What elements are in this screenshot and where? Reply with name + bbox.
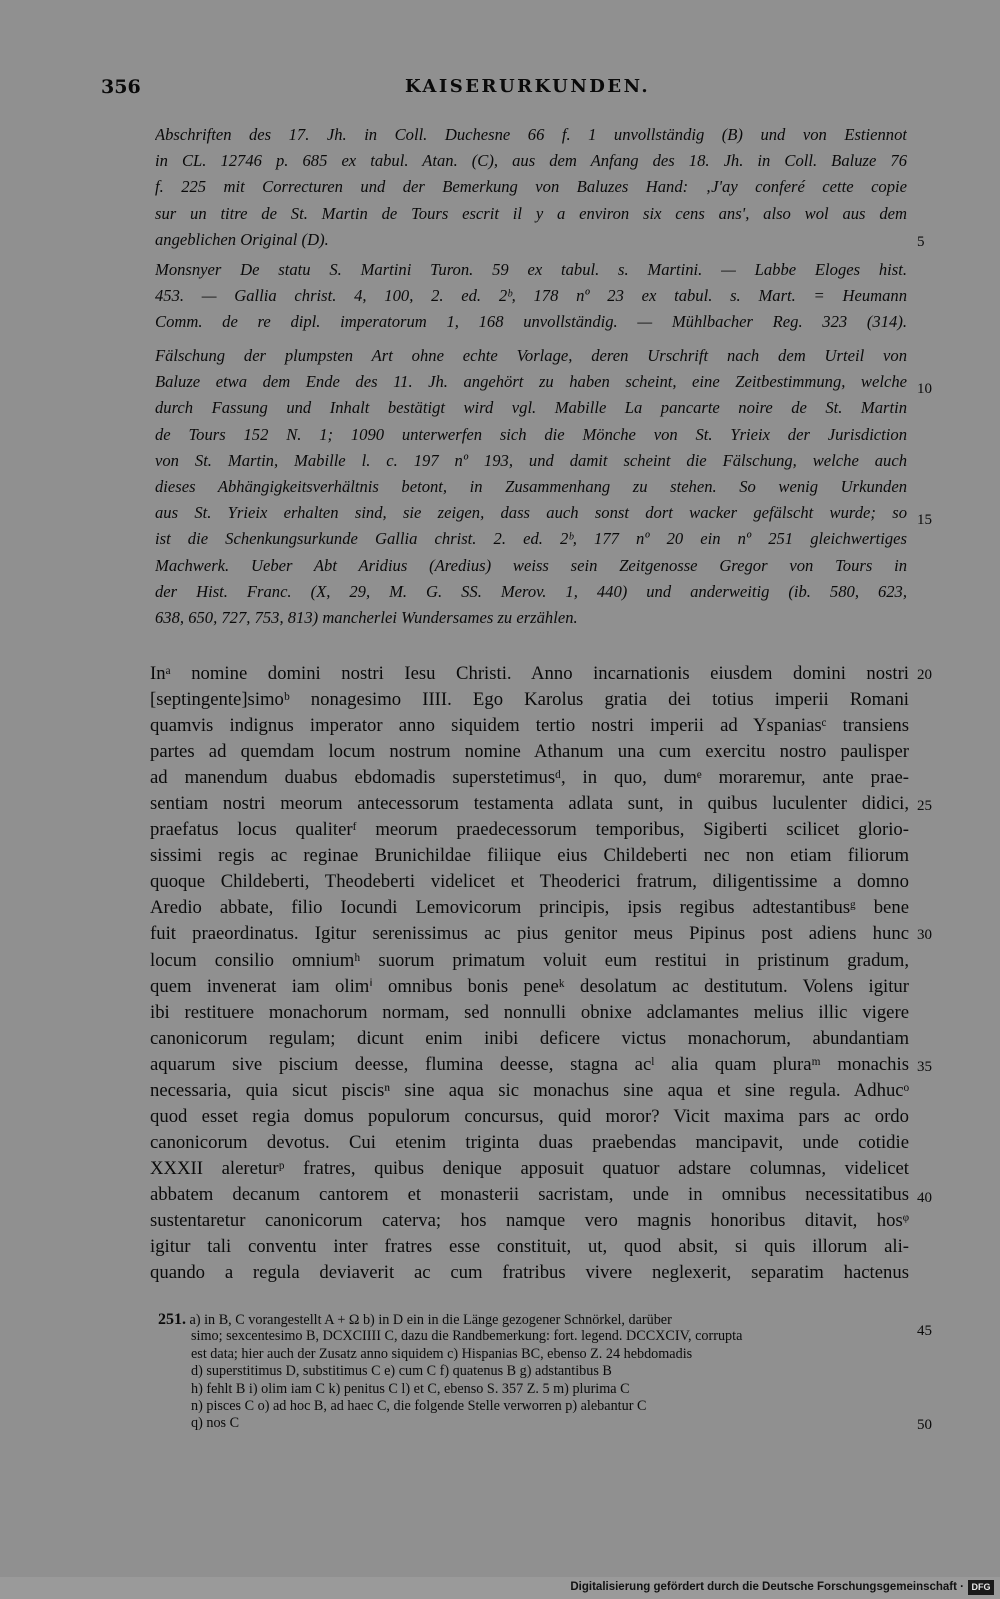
line-number: 30 xyxy=(917,927,932,943)
line-number: 35 xyxy=(917,1059,932,1075)
text-line: [septingente]simoᵇ nonagesimo IIII. Ego Karolus gratia dei totius imperii Romani xyxy=(150,689,909,711)
text-line: quando a regula deviaverit ac cum fratribus vivere neglexerit, separatim hactenus xyxy=(150,1262,909,1284)
text-line: ibi restituere monachorum normam, sed nonnulli obnixe adclamantes melius illic vigere xyxy=(150,1001,909,1023)
text-line: XXXII alereturᵖ fratres, quibus denique apposuit quatuor adstare columnas, videlicet xyxy=(150,1157,909,1179)
footnote-line xyxy=(158,1363,910,1380)
footnote-text: d) superstitimus D, substitimus C e) cum C f) quatenus B g) adstantibus B xyxy=(191,1363,612,1380)
text-line: necessaria, quia sicut piscisⁿ sine aqua sic monachus sine aqua et sine regula. Adhucᵒ xyxy=(150,1079,909,1101)
line-number: 40 xyxy=(917,1190,932,1206)
page-number: 356 xyxy=(101,76,141,98)
text-line: ad manendum duabus ebdomadis superstetimusᵈ, in quo, dumᵉ moraremur, ante prae- xyxy=(150,767,909,789)
text-line: aus St. Yrieix erhalten sind, sie zeigen, dass auch sonst dort wacker gefälscht wurde; so xyxy=(155,503,907,523)
text-line: de Tours 152 N. 1; 1090 unterwerfen sich die Mönche von St. Yrieix der Jurisdiction xyxy=(155,424,907,444)
footnote-doc-number: 251. xyxy=(158,1311,186,1328)
text-line: quoque Childeberti, Theodeberti videlicet et Theoderici fratrum, diligentissime a domno xyxy=(150,871,909,893)
text-line: Comm. de re dipl. imperatorum 1, 168 unvollständig. — Mühlbacher Reg. 323 (314). xyxy=(155,312,907,332)
text-line: Machwerk. Ueber Abt Aridius (Aredius) weiss sein Zeitgenosse Gregor von Tours in xyxy=(155,555,907,575)
line-number: 20 xyxy=(917,667,932,683)
text-line: 453. — Gallia christ. 4, 100, 2. ed. 2ᵇ, 178 nº 23 ex tabul. s. Mart. = Heumann xyxy=(155,286,907,306)
footnote-text: n) pisces C o) ad hoc B, ad haec C, die folgende Stelle verworren p) alebantur C xyxy=(191,1397,647,1414)
footnote-text: h) fehlt B i) olim iam C k) penitus C l) et C, ebenso S. 357 Z. 5 m) plurima C xyxy=(191,1380,630,1397)
text-line: Inᵃ nomine domini nostri Iesu Christi. Anno incarnationis eiusdem domini nostri xyxy=(150,663,909,684)
text-line: Aredio abbate, filio Iocundi Lemovicorum principis, ipsis regibus adtestantibusᵍ bene xyxy=(150,897,909,919)
footnote-line xyxy=(158,1328,910,1345)
running-title: KAISERURKUNDEN. xyxy=(405,76,651,97)
footnote-text: a) in B, C vorangestellt A + Ω b) in D ein in die Länge gezogener Schnörkel, darüber xyxy=(189,1312,672,1328)
text-line: sissimi regis ac reginae Brunichildae filiique eius Childeberti nec non etiam filiorum xyxy=(150,845,909,867)
intro-paragraph-editions xyxy=(155,257,907,336)
intro-paragraph-commentary xyxy=(155,343,907,631)
text-line: ist die Schenkungsurkunde Gallia christ. 2. ed. 2ᵇ, 177 nº 20 ein nº 251 gleichwertiges xyxy=(155,529,907,549)
footnote-line xyxy=(158,1346,910,1363)
text-line: f. 225 mit Correcturen und der Bemerkung von Baluzes Hand: ‚J'ay conferé cette copie xyxy=(155,177,907,197)
footnote-line xyxy=(158,1415,910,1432)
charter-text xyxy=(150,661,909,1286)
text-line: sentiam nostri meorum antecessorum testamenta adlata sunt, in quibus luculenter didici, xyxy=(150,793,909,815)
text-line: in CL. 12746 p. 685 ex tabul. Atan. (C), aus dem Anfang des 18. Jh. in Coll. Baluze 76 xyxy=(155,151,907,171)
text-line: sustentaretur canonicorum caterva; hos namque vero magnis honoribus ditavit, hosᵠ xyxy=(150,1209,909,1231)
text-line: praefatus locus qualiterᶠ meorum praedecessorum temporibus, Sigiberti scilicet glorio- xyxy=(150,819,909,841)
footnote-line xyxy=(158,1398,910,1415)
text-line: quod esset regia domus populorum concursus, quid moror? Vicit maxima pars ac ordo xyxy=(150,1105,909,1127)
footnote-line xyxy=(158,1381,910,1398)
line-number: 45 xyxy=(917,1323,932,1339)
text-line: igitur tali conventu inter fratres esse constituit, ut, quod absit, si quis illorum ali- xyxy=(150,1236,909,1258)
line-number: 50 xyxy=(917,1417,932,1433)
text-line: canonicorum devotus. Cui etenim triginta duas praebendas mancipavit, unde cotidie xyxy=(150,1131,909,1153)
text-line: der Hist. Franc. (X, 29, M. G. SS. Merov. 1, 440) und anderweitig (ib. 580, 623, xyxy=(155,581,907,601)
footer-credit: Digitalisierung gefördert durch die Deutsche Forschungsgemeinschaft · xyxy=(570,1581,964,1593)
dfg-logo-icon: DFG xyxy=(968,1580,994,1595)
footnote-text: est data; hier auch der Zusatz anno siquidem c) Hispanias BC, ebenso Z. 24 hebdomadis xyxy=(191,1345,693,1362)
text-line: von St. Martin, Mabille l. c. 197 nº 193, und damit scheint die Fälschung, welche auch xyxy=(155,450,907,470)
text-line: 638, 650, 727, 753, 813) mancherlei Wundersames zu erzählen. xyxy=(155,607,578,627)
footnotes xyxy=(158,1311,910,1433)
line-number: 15 xyxy=(917,512,932,528)
text-line: abbatem decanum cantorem et monasterii sacristam, unde in omnibus necessitatibus xyxy=(150,1183,909,1205)
text-line: canonicorum regulam; dicunt enim inibi deficere victus monachorum, abundantiam xyxy=(150,1027,909,1049)
text-line: Baluze etwa dem Ende des 11. Jh. angehört zu haben scheint, eine Zeitbestimmung, welche xyxy=(155,372,907,392)
footer-bar xyxy=(0,1577,1000,1599)
intro-paragraph-sources xyxy=(155,122,907,253)
text-line: durch Fassung und Inhalt bestätigt wird vgl. Mabille La pancarte noire de St. Martin xyxy=(155,398,907,418)
text-line: quem invenerat iam olimⁱ omnibus bonis peneᵏ desolatum ac destitutum. Volens igitur xyxy=(150,975,909,997)
line-number: 25 xyxy=(917,798,932,814)
footnote-text: q) nos C xyxy=(191,1415,240,1432)
text-line: aquarum sive piscium deesse, flumina deesse, stagna acˡ alia quam pluraᵐ monachis xyxy=(150,1053,909,1075)
text-line: angeblichen Original (D). xyxy=(155,229,329,249)
footnote-text: simo; sexcentesimo B, DCXCIIII C, dazu die Randbemerkung: fort. legend. DCCXCIV, corrupta xyxy=(191,1328,743,1345)
text-line: locum consilio omniumʰ suorum primatum voluit eum restitui in pristinum gradum, xyxy=(150,949,909,971)
text-line: Monsnyer De statu S. Martini Turon. 59 ex tabul. s. Martini. — Labbe Eloges hist. xyxy=(155,260,907,279)
text-line: Fälschung der plumpsten Art ohne echte Vorlage, deren Urschrift nach dem Urteil von xyxy=(155,346,907,365)
line-number: 10 xyxy=(917,381,932,397)
text-line: quamvis indignus imperator anno siquidem tertio nostri imperii ad Yspaniasᶜ transiens xyxy=(150,715,909,737)
text-line: partes ad quemdam locum nostrum nomine Athanum una cum exercitu nostro paulisper xyxy=(150,741,909,763)
text-line: Abschriften des 17. Jh. in Coll. Duchesne 66 f. 1 unvollständig (B) und von Estiennot xyxy=(155,125,907,144)
text-line: sur un titre de St. Martin de Tours escrit il y a environ six cens ans', also wol aus dem xyxy=(155,203,907,223)
line-number: 5 xyxy=(917,234,925,250)
text-line: fuit praeordinatus. Igitur serenissimus ac pius genitor meus Pipinus post adiens hunc xyxy=(150,923,909,945)
text-line: dieses Abhängigkeitsverhältnis betont, in Zusammenhang zu stehen. So wenig Urkunden xyxy=(155,476,907,496)
footnote-line xyxy=(158,1311,910,1328)
